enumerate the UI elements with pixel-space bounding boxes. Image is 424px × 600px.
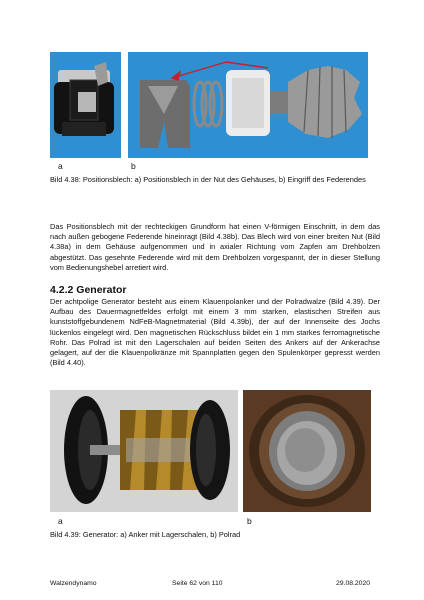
- figure-439-caption: Bild 4.39: Generator: a) Anker mit Lagerschalen, b) Polrad: [50, 530, 241, 539]
- figure-439-label-b: b: [247, 516, 252, 526]
- photo-positionsblech-nut: [50, 52, 121, 158]
- section-heading: 4.2.2 Generator: [50, 284, 127, 296]
- footer-center: Seite 62 von 110: [172, 580, 223, 587]
- section-text: Der achtpolige Generator besteht aus einem Klauenpolanker und der Polradwalze (Bild 4.39). Der Aufbau des Dauermagnetfeldes erfolgt mit einem 3 mm starken, elastischen Streifen aus kunststoffgebundenem NdFeB-Magnetmaterial (Bild 4.39b), der auf der Innenseite des Jochs lückenlos eingelegt wird. Den magnetischen Rückschluss bildet ein 1 mm starkes ferromagnetische Rohr. Das Polrad ist mit den Lagerschalen auf beiden Seiten des Ankers auf der Ankerachse gelagert, auf der die Klauenpolkränze mit Spannplatten gegen den Spulenkörper gepresst werden (Bild 4.40).: [50, 297, 380, 368]
- photo-federende-eingriff: [128, 52, 368, 158]
- figure-438-caption: Bild 4.38: Positionsblech: a) Positionsblech in der Nut des Gehäuses, b) Eingriff des Federendes: [50, 175, 366, 184]
- figure-438-label-a: a: [58, 161, 63, 171]
- figure-438-label-b: b: [131, 161, 136, 171]
- photo-anker-lagerschalen: [50, 390, 238, 512]
- photo-polrad: [243, 390, 371, 512]
- paragraph-positionsblech: Das Positionsblech mit der rechteckigen Grundform hat einen V-förmigen Einschnitt, in dem das nach außen gebogene Federende hineinragt (Bild 4.38b). Das Blech wird von einer breiten Nut (Bild 4.38a) in dem Gehäuse aufgenommen und in axialer Richtung vom Zapfen am Drehbolzen abgestützt. Das gesehnte Federende wird mit dem Drehbolzen vorgespannt, der in dieser Stellung vom Bedienungshebel arretiert wird.: [50, 222, 380, 272]
- figure-439-label-a: a: [58, 516, 63, 526]
- footer-right: 29.08.2020: [336, 580, 371, 587]
- footer-left: Walzendynamo: [50, 580, 97, 587]
